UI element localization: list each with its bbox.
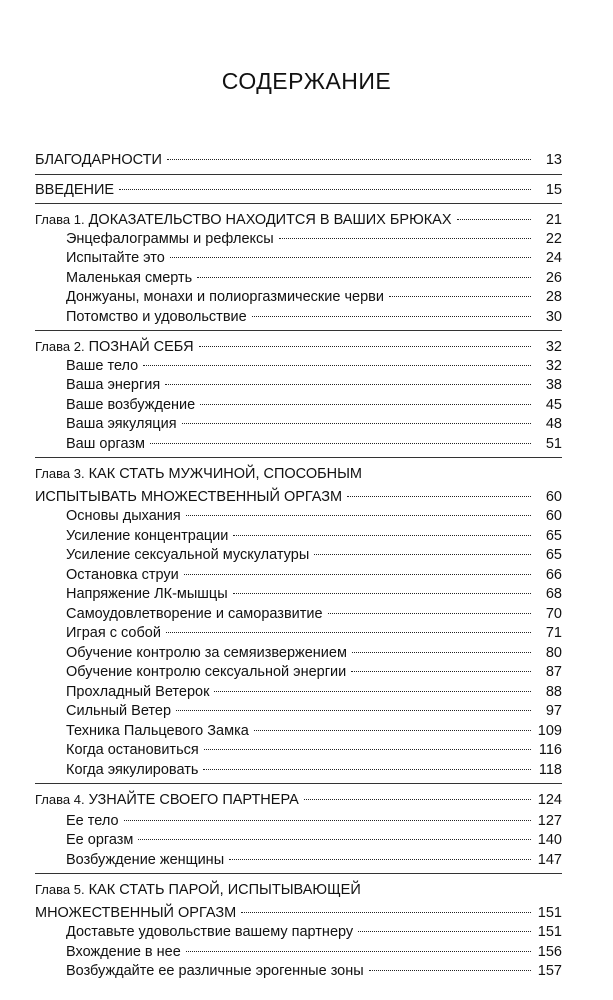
- toc-subentry: [35, 962, 562, 982]
- chapter-entry: [35, 210, 562, 230]
- chapter-title: КАК СТАТЬ МУЖЧИНОЙ, СПОСОБНЫМ: [88, 466, 363, 482]
- toc-subentry: [35, 585, 562, 605]
- toc-subentry: [35, 376, 562, 396]
- subentry-title: Основы дыхания: [66, 508, 181, 524]
- toc-entry-page: 13: [545, 152, 562, 168]
- toc-entry-page: 15: [545, 181, 562, 198]
- dot-leader: [304, 799, 531, 800]
- subentry-page: 156: [537, 943, 562, 960]
- chapter-entry: [35, 790, 562, 810]
- subentry-title: Обучение контролю сексуальной энергии: [66, 664, 347, 680]
- subentry-page: 88: [545, 683, 562, 700]
- toc-entry-title: ВВЕДЕНИЕ: [35, 181, 115, 198]
- subentry-title: Играя с собой: [66, 625, 161, 641]
- dot-leader: [347, 496, 531, 497]
- toc-subentry: [35, 923, 562, 943]
- subentry-page: 24: [545, 250, 562, 266]
- subentry-title: Энцефалограммы и рефлексы: [66, 230, 274, 247]
- subentry-page: 68: [545, 586, 562, 602]
- dot-leader: [351, 671, 531, 672]
- divider: [35, 873, 562, 874]
- chapter-prefix: Глава 2.: [35, 339, 85, 354]
- chapter-title: КАК СТАТЬ ПАРОЙ, ИСПЫТЫВАЮЩЕЙ: [88, 882, 361, 898]
- subentry-page: 38: [545, 377, 562, 393]
- dot-leader: [204, 749, 531, 750]
- subentry-page: 22: [545, 230, 562, 247]
- chapter-prefix: Глава 1.: [35, 212, 85, 227]
- dot-leader: [167, 159, 531, 160]
- subentry-page: 157: [537, 963, 562, 979]
- toc-subentry: [35, 644, 562, 664]
- dot-leader: [252, 316, 531, 317]
- subentry-title: Испытайте это: [66, 250, 165, 266]
- chapter-title-continued: МНОЖЕСТВЕННЫЙ ОРГАЗМ: [35, 904, 237, 921]
- chapter-prefix: Глава 4.: [35, 792, 85, 807]
- dot-leader: [170, 257, 531, 258]
- dot-leader: [186, 515, 531, 516]
- dot-leader: [233, 535, 531, 536]
- dot-leader: [328, 613, 531, 614]
- divider: [35, 783, 562, 784]
- dot-leader: [241, 912, 531, 913]
- chapter-title-line: [35, 464, 562, 484]
- chapter-title-continued: ИСПЫТЫВАТЬ МНОЖЕСТВЕННЫЙ ОРГАЗМ: [35, 488, 343, 505]
- subentry-title: Когда эякулировать: [66, 761, 199, 778]
- subentry-page: 30: [545, 308, 562, 325]
- subentry-page: 51: [545, 435, 562, 452]
- subentry-page: 116: [538, 742, 562, 758]
- toc-subentry: [35, 396, 562, 416]
- dot-leader: [186, 951, 531, 952]
- toc-subentry: [35, 722, 562, 742]
- dot-leader: [203, 769, 531, 770]
- toc-subentry: [35, 435, 562, 455]
- divider: [35, 203, 562, 204]
- subentry-page: 80: [545, 644, 562, 661]
- table-of-contents: [35, 151, 562, 982]
- chapter-entry: [35, 488, 562, 508]
- subentry-page: 109: [537, 722, 562, 739]
- dot-leader: [233, 593, 531, 594]
- subentry-title: Сильный Ветер: [66, 703, 172, 719]
- subentry-title: Ваше возбуждение: [66, 396, 196, 413]
- toc-subentry: [35, 230, 562, 250]
- chapter-prefix: Глава 3.: [35, 466, 85, 481]
- toc-subentry: [35, 605, 562, 625]
- toc-subentry: [35, 702, 562, 722]
- dot-leader: [254, 730, 531, 731]
- subentry-title: Когда остановиться: [66, 742, 199, 758]
- dot-leader: [182, 423, 531, 424]
- dot-leader: [184, 574, 531, 575]
- toc-entry: [35, 151, 562, 171]
- subentry-title: Усиление концентрации: [66, 527, 229, 544]
- dot-leader: [352, 652, 531, 653]
- toc-subentry: [35, 288, 562, 308]
- subentry-page: 127: [537, 812, 562, 829]
- chapter-entry: [35, 904, 562, 924]
- toc-subentry: [35, 357, 562, 377]
- subentry-page: 65: [545, 547, 562, 563]
- toc-subentry: [35, 683, 562, 703]
- subentry-title: Ваш оргазм: [66, 435, 146, 452]
- divider: [35, 457, 562, 458]
- divider: [35, 174, 562, 175]
- dot-leader: [165, 384, 531, 385]
- subentry-page: 147: [537, 851, 562, 868]
- subentry-title: Вхождение в нее: [66, 943, 181, 960]
- chapter-title: ПОЗНАЙ СЕБЯ: [88, 339, 194, 355]
- chapter-title-line: [35, 880, 562, 900]
- subentry-page: 118: [538, 761, 562, 778]
- toc-subentry: [35, 308, 562, 328]
- toc-subentry: [35, 269, 562, 289]
- subentry-page: 97: [545, 703, 562, 719]
- chapter-entry: [35, 337, 562, 357]
- toc-subentry: [35, 546, 562, 566]
- subentry-title: Ваше тело: [66, 357, 139, 374]
- dot-leader: [197, 277, 531, 278]
- subentry-title: Ваша эякуляция: [66, 416, 177, 432]
- dot-leader: [150, 443, 531, 444]
- subentry-title: Напряжение ЛК-мышцы: [66, 586, 228, 602]
- chapter-title: ДОКАЗАТЕЛЬСТВО НАХОДИТСЯ В ВАШИХ БРЮКАХ: [88, 212, 452, 228]
- dot-leader: [176, 710, 531, 711]
- dot-leader: [314, 554, 531, 555]
- toc-subentry: [35, 566, 562, 586]
- toc-subentry: [35, 831, 562, 851]
- subentry-page: 28: [545, 289, 562, 305]
- dot-leader: [143, 365, 531, 366]
- subentry-page: 26: [545, 269, 562, 286]
- divider: [35, 330, 562, 331]
- dot-leader: [229, 859, 531, 860]
- toc-subentry: [35, 812, 562, 832]
- dot-leader: [166, 632, 531, 633]
- toc-entry-title: БЛАГОДАРНОСТИ: [35, 152, 162, 168]
- subentry-page: 140: [537, 832, 562, 848]
- subentry-title: Доставьте удовольствие вашему партнеру: [66, 924, 354, 940]
- toc-subentry: [35, 663, 562, 683]
- subentry-page: 151: [537, 924, 562, 940]
- toc-subentry: [35, 943, 562, 963]
- chapter-page: 21: [545, 212, 562, 228]
- dot-leader: [200, 404, 531, 405]
- chapter-page: 32: [545, 339, 562, 355]
- subentry-page: 45: [545, 396, 562, 413]
- dot-leader: [369, 970, 531, 971]
- toc-entry: [35, 181, 562, 201]
- toc-subentry: [35, 851, 562, 871]
- subentry-page: 48: [545, 416, 562, 432]
- dot-leader: [279, 238, 531, 239]
- toc-subentry: [35, 415, 562, 435]
- toc-subentry: [35, 761, 562, 781]
- subentry-title: Возбуждайте ее различные эрогенные зоны: [66, 963, 364, 979]
- subentry-title: Донжуаны, монахи и полиоргазмические черви: [66, 289, 384, 305]
- chapter-page: 60: [545, 488, 562, 505]
- subentry-title: Ваша энергия: [66, 377, 161, 393]
- dot-leader: [119, 189, 531, 190]
- subentry-title: Маленькая смерть: [66, 269, 193, 286]
- subentry-title: Прохладный Ветерок: [66, 683, 210, 700]
- toc-subentry: [35, 624, 562, 644]
- toc-subentry: [35, 507, 562, 527]
- chapter-title: УЗНАЙТЕ СВОЕГО ПАРТНЕРА: [88, 792, 299, 808]
- dot-leader: [389, 296, 531, 297]
- dot-leader: [457, 219, 531, 220]
- subentry-page: 66: [545, 566, 562, 583]
- subentry-page: 32: [545, 357, 562, 374]
- toc-subentry: [35, 741, 562, 761]
- subentry-title: Ее оргазм: [66, 832, 134, 848]
- subentry-title: Обучение контролю за семяизвержением: [66, 644, 347, 661]
- page-title: СОДЕРЖАНИЕ: [221, 68, 392, 94]
- chapter-page: 124: [537, 792, 562, 808]
- dot-leader: [138, 839, 531, 840]
- subentry-title: Остановка струи: [66, 566, 179, 583]
- chapter-prefix: Глава 5.: [35, 882, 85, 897]
- toc-subentry: [35, 527, 562, 547]
- subentry-title: Техника Пальцевого Замка: [66, 722, 249, 739]
- chapter-page: 151: [537, 904, 562, 921]
- subentry-page: 87: [545, 664, 562, 680]
- subentry-page: 65: [545, 527, 562, 544]
- dot-leader: [214, 691, 531, 692]
- subentry-title: Ее тело: [66, 812, 119, 829]
- dot-leader: [199, 346, 531, 347]
- subentry-title: Потомство и удовольствие: [66, 308, 247, 325]
- dot-leader: [358, 931, 531, 932]
- toc-subentry: [35, 249, 562, 269]
- subentry-title: Самоудовлетворение и саморазвитие: [66, 605, 323, 622]
- subentry-page: 60: [545, 508, 562, 524]
- subentry-page: 71: [545, 625, 562, 641]
- subentry-page: 70: [545, 605, 562, 622]
- subentry-title: Усиление сексуальной мускулатуры: [66, 547, 310, 563]
- subentry-title: Возбуждение женщины: [66, 851, 225, 868]
- dot-leader: [124, 820, 531, 821]
